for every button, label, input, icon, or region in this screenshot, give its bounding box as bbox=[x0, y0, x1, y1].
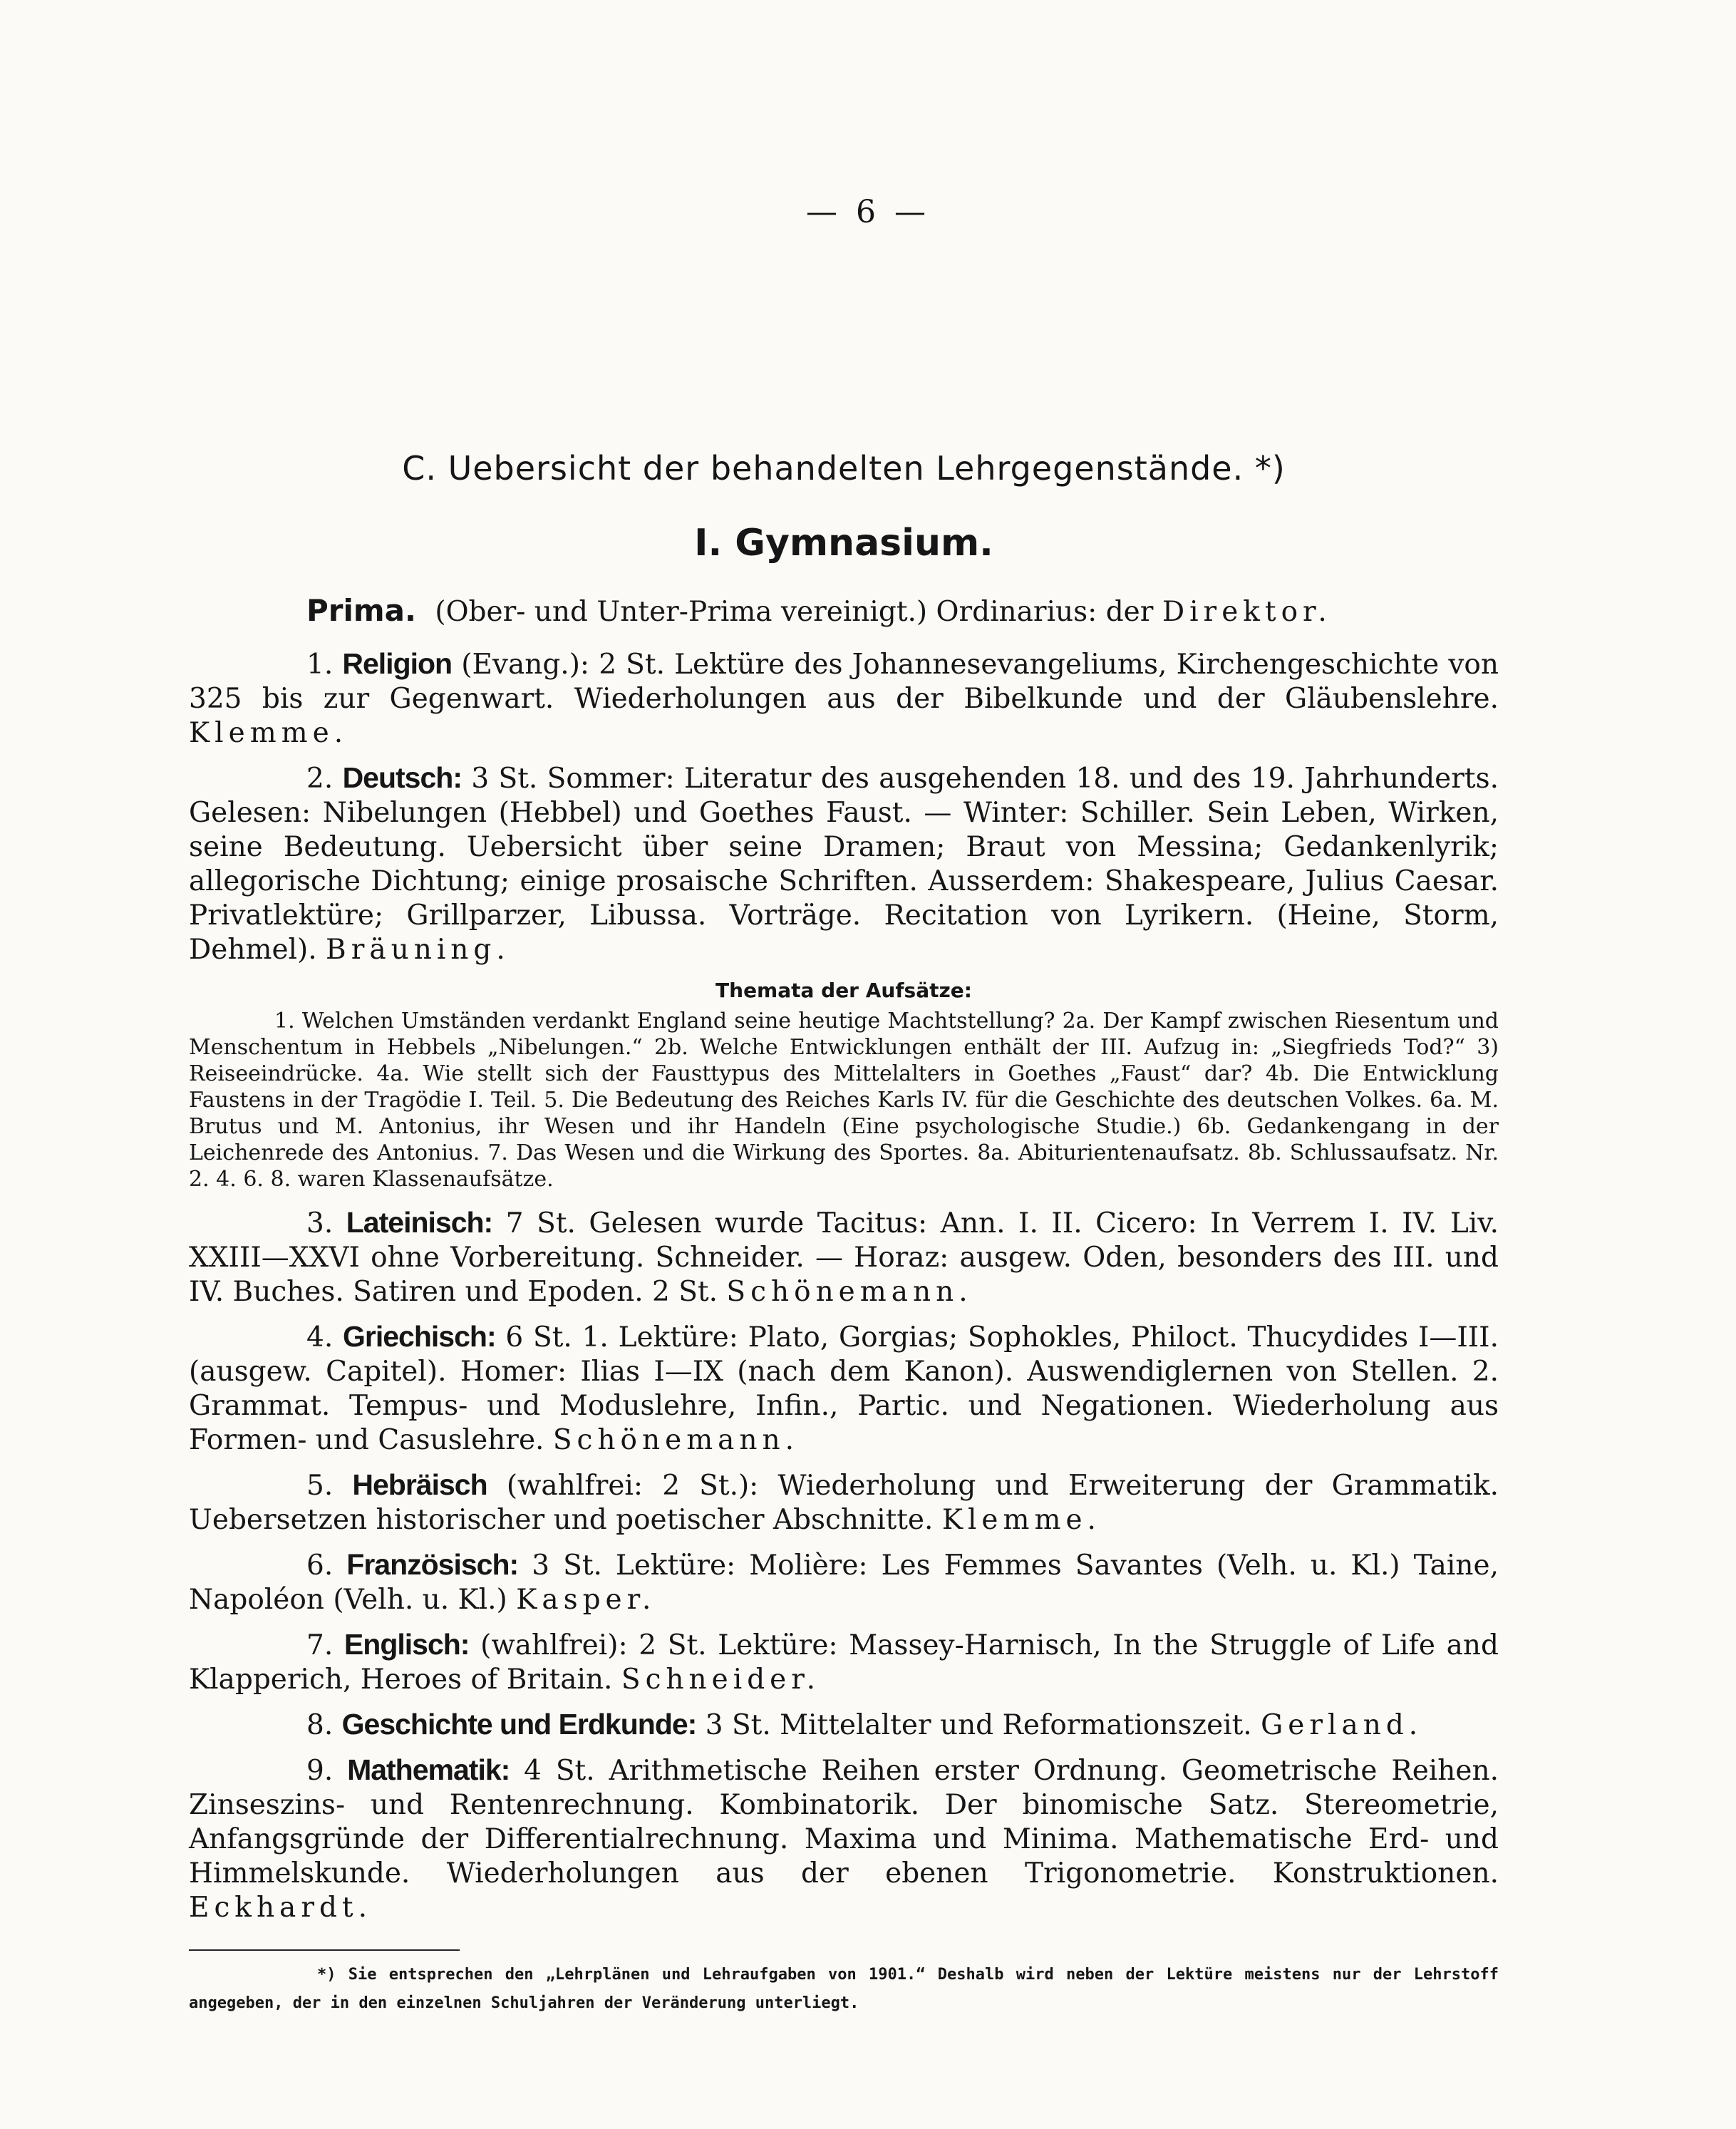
page-content bbox=[189, 449, 1499, 2018]
item-teacher: Eckhardt. bbox=[189, 1892, 372, 1924]
item-teacher: Bräuning. bbox=[326, 934, 510, 966]
subject-name: Geschichte und Erdkunde: bbox=[341, 1708, 697, 1741]
item-text: 6 St. 1. Lektüre: Plato, Gorgias; Sophokles, Philoct. Thucydides I—III. (ausgew. Capitel). Homer: Ilias I—IX (nach dem Kanon). Auswendiglernen von Stellen. 2. Grammat. Tempus- und Moduslehre, Infin., Partic. und Negationen. Wiederholung aus Formen- und Casuslehre. bbox=[189, 1321, 1499, 1456]
item-number: 1. bbox=[306, 649, 334, 681]
item-text: 3 St. Sommer: Literatur des ausgehenden 18. und des 19. Jahrhunderts. Gelesen: Nibelungen (Hebbel) und Goethes Faust. — Winter: Schiller. Sein Leben, Wirken, seine Bedeutung. Uebersicht über seine Dramen; Braut von Messina; Gedankenlyrik; allegorische Dichtung; einige prosaische Schriften. Ausserdem: Shakespeare, Julius Caesar. Privatlektüre; Grillparzer, Libussa. Vorträge. Recitation von Lyrikern. (Heine, Storm, Dehmel). bbox=[189, 763, 1499, 966]
item-number: 6. bbox=[306, 1550, 334, 1582]
item-teacher: Kasper. bbox=[516, 1584, 656, 1616]
item-text: (wahlfrei): 2 St. Lektüre: Massey-Harnisch, In the Struggle of Life and Klapperich, Heroes of Britain. bbox=[189, 1629, 1499, 1696]
subject-name: Griechisch: bbox=[343, 1320, 496, 1353]
item-teacher: Gerland. bbox=[1261, 1709, 1423, 1741]
item-teacher: Klemme. bbox=[189, 717, 348, 749]
item-text: (wahlfrei: 2 St.): Wiederholung und Erweiterung der Grammatik. Uebersetzen historischer und poetischer Abschnitte. bbox=[189, 1470, 1499, 1536]
themata-heading: Themata der Aufsätze: bbox=[715, 979, 972, 1002]
item-teacher: Schneider. bbox=[621, 1664, 821, 1696]
subject-item bbox=[189, 646, 1499, 751]
subject-item bbox=[189, 1707, 1499, 1743]
themata-text: 1. Welchen Umständen verdankt England seine heutige Machtstellung? 2a. Der Kampf zwischen Riesentum und Menschentum in Hebbels „Nibelungen.“ 2b. Welche Entwicklungen enthält der III. Aufzug in: „Siegfrieds Tod?“ 3) Reiseeindrücke. 4a. Wie stellt sich der Fausttypus des Mittelalters in Goethes „Faust“ dar? 4b. Die Entwicklung Faustens in der Tragödie I. Teil. 5. Die Bedeutung des Reiches Karls IV. für die Geschichte des deutschen Volkes. 6a. M. Brutus und M. Antonius, ihr Wesen und ihr Handeln (Eine psychologische Studie.) 6b. Gedankengang in der Leichenrede des Antonius. 7. Das Wesen und die Wirkung des Sportes. 8a. Abiturientenaufsatz. 8b. Schlussaufsatz. Nr. 2. 4. 6. 8. waren Klassenaufsätze. bbox=[189, 1009, 1499, 1192]
item-number: 7. bbox=[306, 1629, 334, 1661]
item-text: 3 St. Lektüre: Molière: Les Femmes Savantes (Velh. u. Kl.) Taine, Napoléon (Velh. u. Kl.) bbox=[189, 1550, 1499, 1616]
footnote-divider bbox=[189, 1949, 460, 1951]
page-number: — 6 — bbox=[806, 194, 930, 230]
item-text: 4 St. Arithmetische Reihen erster Ordnung. Geometrische Reihen. Zinseszins- und Rentenrechnung. Kombinatorik. Der binomische Satz. Stereometrie, Anfangsgründe der Differentialrechnung. Maxima und Minima. Mathematische Erd- und Himmelskunde. Wiederholungen aus der ebenen Trigonometrie. Konstruktionen. bbox=[189, 1755, 1499, 1890]
item-text: 7 St. Gelesen wurde Tacitus: Ann. I. II. Cicero: In Verrem I. IV. Liv. XXIII—XXVI ohne Vorbereitung. Schneider. — Horaz: ausgew. Oden, besonders des III. und IV. Buches. Satiren und Epoden. 2 St. bbox=[189, 1207, 1499, 1308]
prima-teacher: Direktor. bbox=[1162, 596, 1332, 628]
subject-item bbox=[189, 1627, 1499, 1697]
item-teacher: Schönemann. bbox=[726, 1276, 973, 1308]
item-text: (Evang.): 2 St. Lektüre des Johannesevangeliums, Kirchengeschichte von 325 bis zur Gegenwart. Wiederholungen aus der Bibelkunde und der Gläubenslehre. bbox=[189, 649, 1499, 715]
prima-text: (Ober- und Unter-Prima vereinigt.) Ordinarius: der bbox=[435, 596, 1154, 628]
footnote: *) Sie entsprechen den „Lehrplänen und Lehraufgaben von 1901.“ Deshalb wird neben der Lektüre meistens nur der Lehrstoff angegeben, der in den einzelnen Schuljahren der Veränderung unterliegt. bbox=[189, 1966, 1499, 2012]
subject-item bbox=[189, 761, 1499, 967]
item-number: 9. bbox=[306, 1755, 334, 1787]
subject-name: Deutsch: bbox=[342, 761, 462, 794]
subject-name: Religion bbox=[342, 647, 453, 680]
subject-name: Französisch: bbox=[346, 1548, 519, 1581]
subject-name: Hebräisch bbox=[352, 1468, 487, 1501]
item-text: 3 St. Mittelalter und Reformationszeit. bbox=[705, 1709, 1252, 1741]
subject-item bbox=[189, 1753, 1499, 1925]
section-title: C. Uebersicht der behandelten Lehrgegenstände. *) bbox=[402, 449, 1286, 488]
subject-item bbox=[189, 1205, 1499, 1309]
subject-item bbox=[189, 1547, 1499, 1617]
prima-label: Prima. bbox=[306, 593, 416, 628]
item-teacher: Schönemann. bbox=[552, 1424, 800, 1456]
item-number: 4. bbox=[306, 1321, 334, 1354]
subject-name: Mathematik: bbox=[347, 1753, 510, 1786]
subject-item bbox=[189, 1468, 1499, 1537]
subject-item bbox=[189, 1319, 1499, 1458]
item-teacher: Klemme. bbox=[941, 1504, 1101, 1536]
item-number: 3. bbox=[306, 1207, 334, 1239]
subject-name: Lateinisch: bbox=[346, 1206, 493, 1239]
item-number: 2. bbox=[306, 763, 334, 795]
item-number: 8. bbox=[306, 1709, 334, 1741]
item-number: 5. bbox=[306, 1470, 334, 1502]
subject-name: Englisch: bbox=[343, 1628, 470, 1661]
gymnasium-title: I. Gymnasium. bbox=[694, 522, 993, 565]
prima-line bbox=[189, 593, 1499, 628]
